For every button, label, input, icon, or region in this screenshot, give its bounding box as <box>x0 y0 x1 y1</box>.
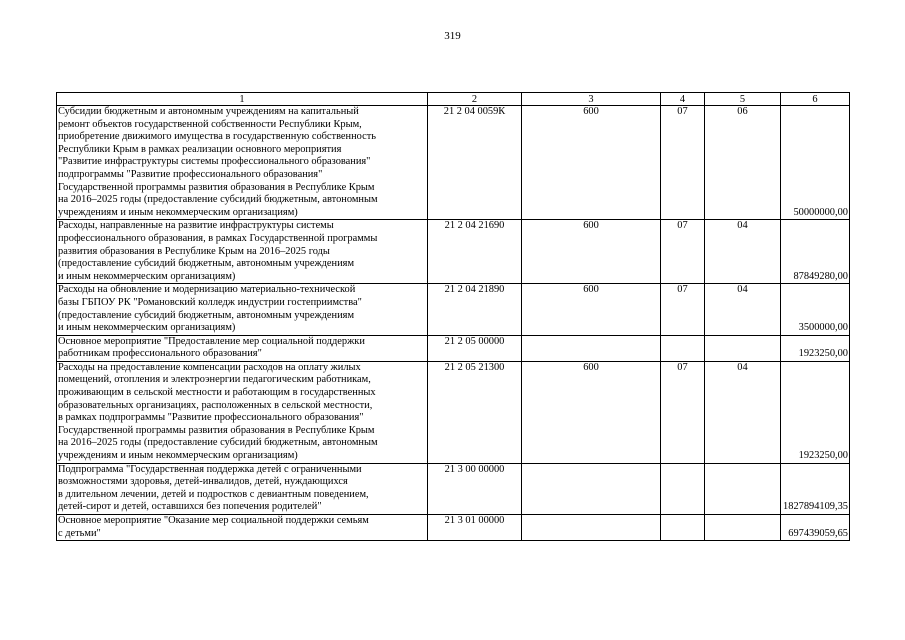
row-col3: 600 <box>522 284 661 335</box>
row-code: 21 3 00 00000 <box>428 463 522 514</box>
header-cell: 5 <box>705 93 781 106</box>
row-description: Основное мероприятие "Оказание мер социальной поддержки семьям с детьми" <box>57 515 428 541</box>
row-col5: 04 <box>705 361 781 463</box>
row-amount: 1923250,00 <box>781 361 850 463</box>
row-col3 <box>522 463 661 514</box>
row-col5: 04 <box>705 284 781 335</box>
row-col4: 07 <box>661 284 705 335</box>
row-col3: 600 <box>522 106 661 220</box>
row-col4: 07 <box>661 106 705 220</box>
row-amount: 1923250,00 <box>781 335 850 361</box>
row-description: Расходы на предоставление компенсации расходов на оплату жилых помещений, отопления и электроэнергии педагогическим работникам, проживающим в сельской местности и работающим в государственных образовательных организациях, расположенных в сельской местности, в рамках подпрограммы "Развитие профессионального образования" Государственной программы развития образования в Республике Крым на 2016–2025 годы (предоставление субсидий бюджетным, автономным учреждениям и иным некоммерческим организациям) <box>57 361 428 463</box>
row-description: Расходы, направленные на развитие инфраструктуры системы профессионального образования, в рамках Государственной программы развития образования в Республике Крым на 2016–2025 годы (предоставление субсидий бюджетным, автономным учреждениям и иным некоммерческим организациям) <box>57 220 428 284</box>
row-col3 <box>522 515 661 541</box>
header-cell: 2 <box>428 93 522 106</box>
row-col3 <box>522 335 661 361</box>
row-code: 21 2 05 21300 <box>428 361 522 463</box>
table-row <box>57 106 850 220</box>
row-col4 <box>661 463 705 514</box>
header-cell: 1 <box>57 93 428 106</box>
header-cell: 4 <box>661 93 705 106</box>
header-cell: 3 <box>522 93 661 106</box>
row-description: Подпрограмма "Государственная поддержка детей с ограниченными возможностями здоровья, детей-инвалидов, детей, нуждающихся в длительном лечении, детей и подростков с девиантным поведением, детей-сирот и детей, оставшихся без попечения родителей" <box>57 463 428 514</box>
row-col5 <box>705 515 781 541</box>
row-col4 <box>661 335 705 361</box>
row-col5 <box>705 335 781 361</box>
row-col4: 07 <box>661 220 705 284</box>
row-col3: 600 <box>522 361 661 463</box>
table-row <box>57 284 850 335</box>
row-code: 21 2 04 21690 <box>428 220 522 284</box>
row-col5: 06 <box>705 106 781 220</box>
row-code: 21 2 04 0059К <box>428 106 522 220</box>
row-description: Основное мероприятие "Предоставление мер социальной поддержки работникам профессионального образования" <box>57 335 428 361</box>
row-col4 <box>661 515 705 541</box>
row-amount: 1827894109,35 <box>781 463 850 514</box>
row-code: 21 2 05 00000 <box>428 335 522 361</box>
row-col4: 07 <box>661 361 705 463</box>
row-description: Субсидии бюджетным и автономным учреждениям на капитальный ремонт объектов государственной собственности Республики Крым, приобретение движимого имущества в государственную собственность Республики Крым в рамках реализации основного мероприятия "Развитие инфраструктуры системы профессионального образования" подпрограммы "Развитие профессионального образования" Государственной программы развития образования в Республике Крым на 2016–2025 годы (предоставление субсидий бюджетным, автономным учреждениям и иным некоммерческим организациям) <box>57 106 428 220</box>
row-col5 <box>705 463 781 514</box>
page-number: 319 <box>444 30 461 42</box>
table-row <box>57 220 850 284</box>
row-amount: 3500000,00 <box>781 284 850 335</box>
row-amount: 87849280,00 <box>781 220 850 284</box>
table-row <box>57 361 850 463</box>
row-description: Расходы на обновление и модернизацию материально-технической базы ГБПОУ РК "Романовский колледж индустрии гостеприимства" (предоставление субсидий бюджетным, автономным учреждениям и иным некоммерческим организациям) <box>57 284 428 335</box>
header-cell: 6 <box>781 93 850 106</box>
row-code: 21 3 01 00000 <box>428 515 522 541</box>
table-row <box>57 463 850 514</box>
header-row <box>57 93 850 106</box>
table-row <box>57 335 850 361</box>
row-col5: 04 <box>705 220 781 284</box>
row-amount: 697439059,65 <box>781 515 850 541</box>
table-row <box>57 515 850 541</box>
budget-table <box>56 92 850 541</box>
row-amount: 50000000,00 <box>781 106 850 220</box>
row-code: 21 2 04 21890 <box>428 284 522 335</box>
row-col3: 600 <box>522 220 661 284</box>
